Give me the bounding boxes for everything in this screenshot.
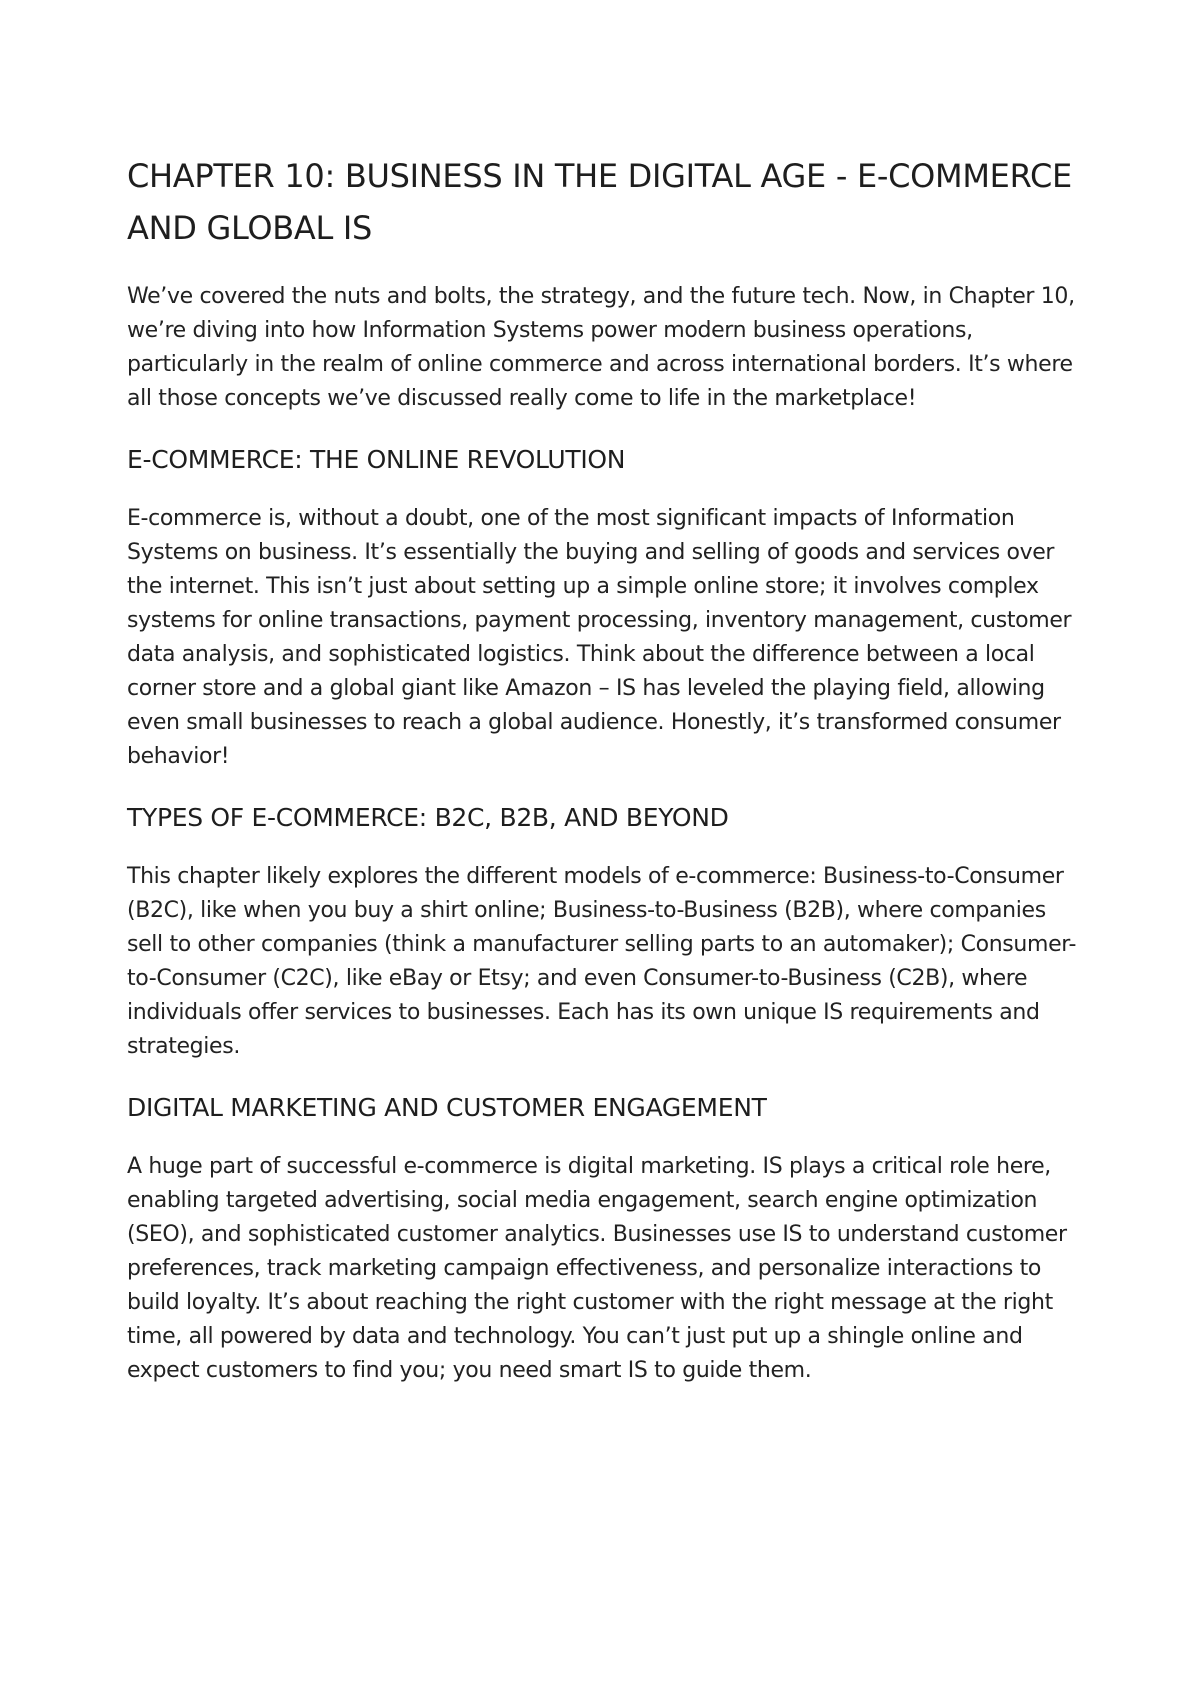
section-body-ecommerce: E-commerce is, without a doubt, one of the most significant impacts of Information Systems on business. It’s essentially the buying and selling of goods and services over the internet. This isn’t just about setting up a simple online store; it involves complex systems for online transactions, payment processing, inventory management, customer data analysis, and sophisticated logistics. Think about the difference between a local corner store and a global giant like Amazon – IS has leveled the playing field, allowing even small businesses to reach a global audience. Honestly, it’s transformed consumer behavior!	[127, 506, 1072, 769]
section-body-types: This chapter likely explores the different models of e-commerce: Business-to-Consumer (B2C), like when you buy a shirt online; Business-to-Business (B2B), where companies sell to other companies (think a manufacturer selling parts to an automaker); Consumer-to-Consumer (C2C), like eBay or Etsy; and even Consumer-to-Business (C2B), where individuals offer services to businesses. Each has its own unique IS requirements and strategies.	[127, 864, 1077, 1059]
intro-paragraph: We’ve covered the nuts and bolts, the strategy, and the future tech. Now, in Chapter 10, we’re diving into how Information Systems power modern business operations, particularly in the realm of online commerce and across international borders. It’s where all those concepts we’ve discussed really come to life in the marketplace!	[127, 284, 1075, 411]
chapter-title: CHAPTER 10: BUSINESS IN THE DIGITAL AGE - E-COMMERCE AND GLOBAL IS	[127, 157, 1072, 247]
section-heading-marketing: DIGITAL MARKETING AND CUSTOMER ENGAGEMENT	[127, 1093, 767, 1122]
section-heading-ecommerce: E-COMMERCE: THE ONLINE REVOLUTION	[127, 445, 626, 474]
document-page	[127, 150, 1087, 1388]
section-body-marketing: A huge part of successful e-commerce is digital marketing. IS plays a critical role here, enabling targeted advertising, social media engagement, search engine optimization (SEO), and sophisticated customer analytics. Businesses use IS to understand customer preferences, track marketing campaign effectiveness, and personalize interactions to build loyalty. It’s about reaching the right customer with the right message at the right time, all powered by data and technology. You can’t just put up a shingle online and expect customers to find you; you need smart IS to guide them.	[127, 1154, 1067, 1383]
section-heading-types: TYPES OF E-COMMERCE: B2C, B2B, AND BEYOND	[127, 803, 729, 832]
